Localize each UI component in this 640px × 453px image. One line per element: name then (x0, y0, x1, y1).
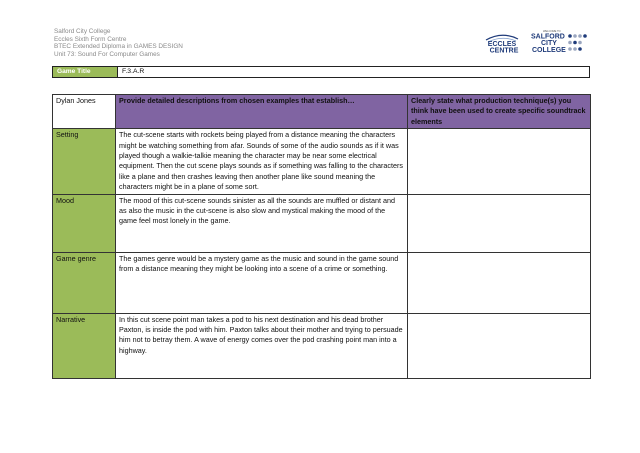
salford-logo-welcome: WELCOME TO (543, 30, 561, 33)
row-label-narrative: Narrative (53, 313, 116, 378)
table-row (53, 194, 591, 252)
centre-name: Eccles Sixth Form Centre (54, 35, 127, 43)
table-header-row (53, 95, 591, 129)
row-label-setting: Setting (53, 129, 116, 194)
technique-setting (408, 129, 591, 194)
analysis-table (52, 94, 591, 379)
game-title-row (52, 66, 590, 78)
eccles-logo-line1: ECCLES (487, 41, 517, 48)
techniques-column-header: Clearly state what production technique(s) you think have been used to create specific soundtrack elements (408, 95, 591, 129)
description-narrative: In this cut scene point man takes a pod to his next destination and his dead brother Paxton, is inside the pod with him. Paxton talks about their mother and trying to persuade him not to betray them. A wave of energy comes over the pod crashing point man into a highway. (116, 313, 408, 378)
table-row (53, 252, 591, 313)
course-name: BTEC Extended Diploma in GAMES DESIGN (54, 43, 183, 51)
eccles-centre-logo (482, 30, 522, 54)
description-game-genre: The games genre would be a mystery game as the music and sound in the game sound from a distance meaning they might be looking into a scene of a crime or something. (116, 252, 408, 313)
table-row (53, 129, 591, 194)
college-name: Salford City College (54, 28, 111, 35)
row-label-mood: Mood (53, 194, 116, 252)
game-title-label: Game Title (53, 67, 118, 77)
salford-logo-line3: COLLEGE (532, 47, 566, 54)
salford-city-college-logo (531, 28, 587, 54)
row-label-game-genre: Game genre (53, 252, 116, 313)
technique-game-genre (408, 252, 591, 313)
description-mood: The mood of this cut-scene sounds sinister as all the sounds are muffled or distant and as also the music in the cut-scene is also slow and mystical making the mood of the game feel most lonely in the game. (116, 194, 408, 252)
description-setting: The cut-scene starts with rockets being played from a distance meaning the characters might be watching something from afar. Sounds of some of the audio sounds as if it was played though a walkie-talkie meaning the character may be near some electrical equipment. Then the cut scene plays sounds as if something was falling to the characters like a plane and then crashes leaving then another plane like sound meaning the characters might be in a plane of some sort. (116, 129, 408, 194)
unit-name: Unit 73: Sound For Computer Games (54, 50, 160, 58)
technique-narrative (408, 313, 591, 378)
descriptions-column-header: Provide detailed descriptions from chosen examples that establish… (116, 95, 408, 129)
document-header (54, 28, 183, 58)
table-row (53, 313, 591, 378)
eccles-logo-line2: CENTRE (489, 47, 519, 54)
salford-logo-line2: CITY (541, 40, 557, 47)
technique-mood (408, 194, 591, 252)
game-title-value: F.3.A.R (122, 68, 145, 75)
salford-logo-line1: SALFORD (531, 33, 565, 41)
student-name: Dylan Jones (53, 95, 116, 129)
